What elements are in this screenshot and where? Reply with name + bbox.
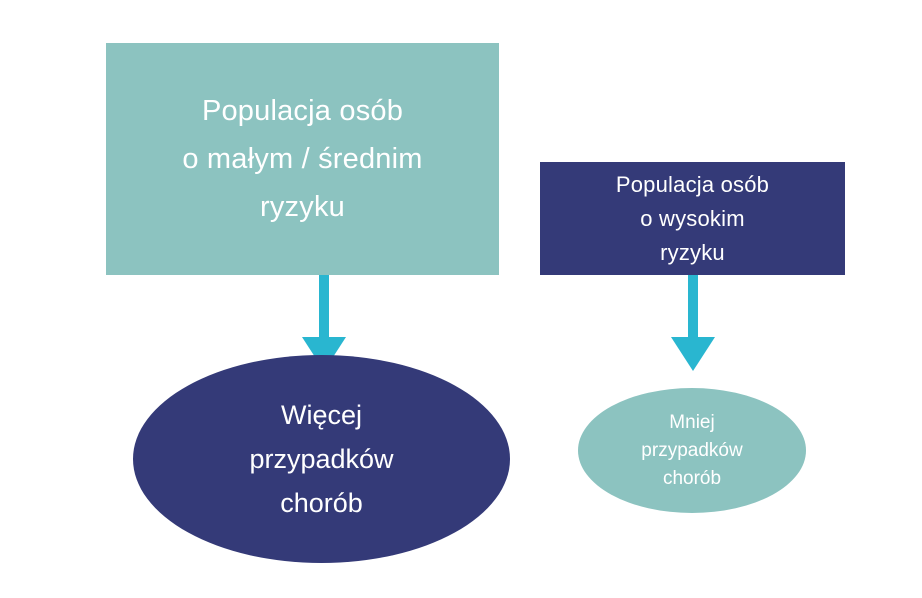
down-arrow-icon-right bbox=[663, 275, 723, 373]
ellipse-less-line-1: Mniej bbox=[669, 411, 715, 433]
ellipse-more-line-1: Więcej bbox=[280, 400, 362, 430]
box-low-medium-risk-population bbox=[106, 43, 499, 275]
box-low-line-2: o małym / średnim bbox=[182, 143, 423, 175]
ellipse-more-disease-cases bbox=[133, 355, 510, 563]
box-high-line-2: o wysokim bbox=[640, 205, 745, 231]
ellipse-less-line-3: chorób bbox=[662, 467, 722, 489]
box-low-line-3: ryzyku bbox=[260, 191, 345, 223]
ellipse-less-line-2: przypadków bbox=[641, 439, 743, 461]
ellipse-more-line-2: przypadków bbox=[249, 444, 394, 474]
ellipse-fewer-disease-cases bbox=[578, 388, 806, 513]
ellipse-more-line-3: chorób bbox=[280, 488, 363, 518]
box-low-line-1: Populacja osób bbox=[201, 95, 404, 127]
box-high-line-1: Populacja osób bbox=[615, 171, 770, 197]
box-high-risk-population bbox=[540, 162, 845, 275]
box-high-line-3: ryzyku bbox=[660, 239, 725, 265]
